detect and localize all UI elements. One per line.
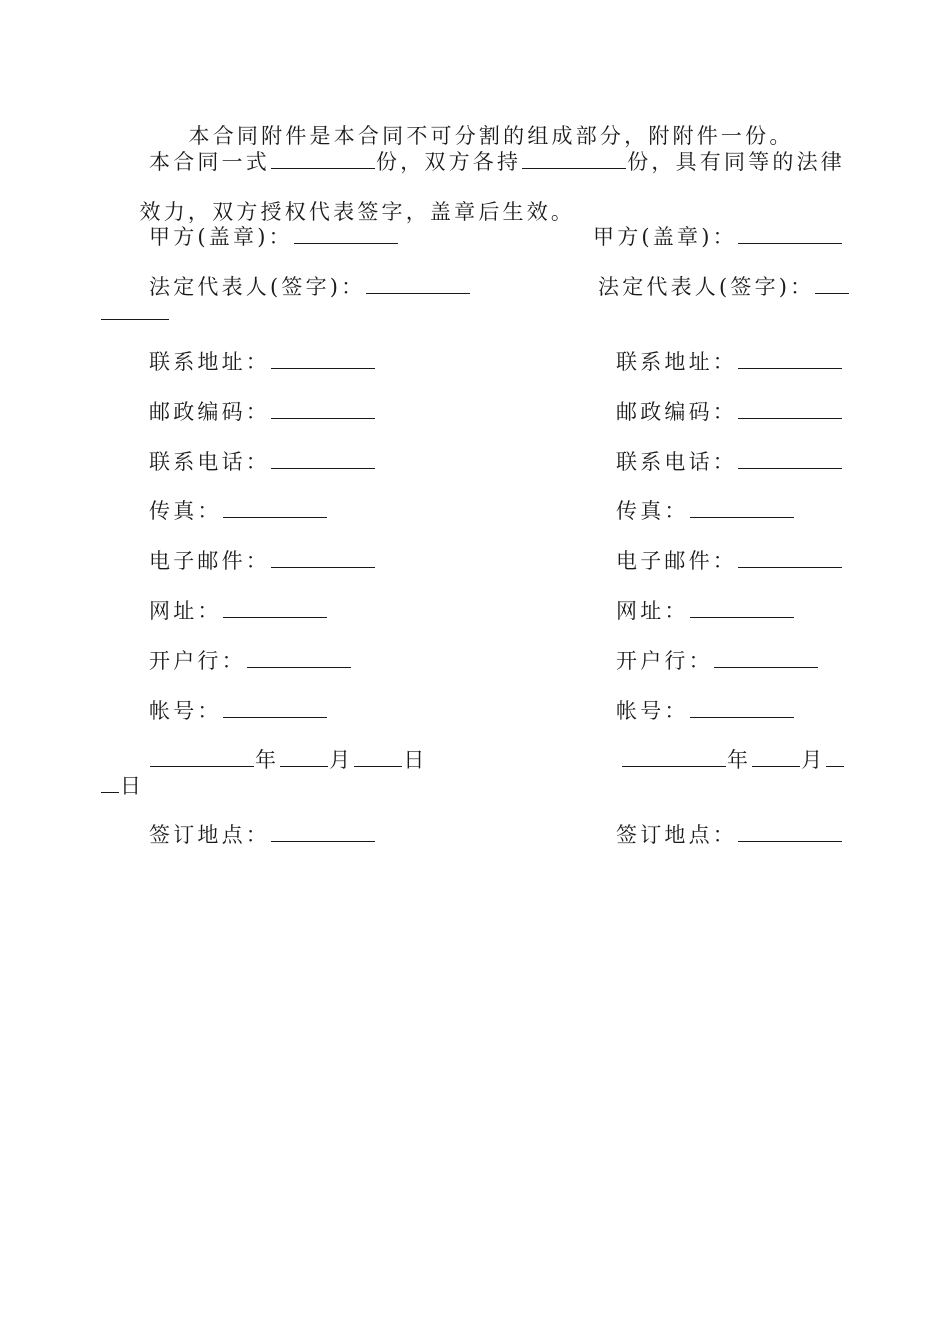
left-account-row — [149, 699, 328, 723]
right-bank-blank[interactable] — [714, 649, 818, 668]
left-account-label: 帐号： — [149, 699, 222, 723]
right-phone-label: 联系电话： — [616, 450, 737, 474]
right-day-blank-b[interactable] — [101, 774, 119, 793]
right-legal-rep-row — [598, 275, 850, 299]
left-bank-label: 开户行： — [149, 649, 246, 673]
right-website-label: 网址： — [616, 599, 689, 623]
left-address-label: 联系地址： — [149, 350, 270, 374]
left-email-label: 电子邮件： — [149, 549, 270, 573]
right-website-row — [616, 599, 795, 623]
right-year-label: 年 — [727, 748, 752, 772]
right-website-blank[interactable] — [690, 599, 794, 618]
right-account-blank[interactable] — [690, 699, 794, 718]
left-fax-blank[interactable] — [223, 499, 327, 518]
right-phone-row — [616, 450, 843, 474]
copies-text-2: 份，双方各持 — [376, 150, 522, 174]
left-sign-place-blank[interactable] — [271, 823, 375, 842]
left-fax-row — [149, 499, 328, 523]
copies-text-1: 本合同一式 — [149, 150, 270, 174]
left-seal-blank[interactable] — [294, 225, 398, 244]
left-sign-place-label: 签订地点： — [149, 823, 270, 847]
left-seal-row — [149, 225, 399, 249]
right-sign-place-blank[interactable] — [738, 823, 842, 842]
copies-text-4: 效力，双方授权代表签字，盖章后生效。 — [139, 200, 576, 224]
left-phone-blank[interactable] — [271, 450, 375, 469]
right-legal-rep-continuation — [100, 301, 170, 325]
right-postcode-label: 邮政编码： — [616, 400, 737, 424]
left-legal-rep-row — [149, 275, 471, 299]
left-fax-label: 传真： — [149, 499, 222, 523]
right-legal-rep-label: 法定代表人(签字)： — [598, 275, 815, 299]
right-account-label: 帐号： — [616, 699, 689, 723]
right-date-row — [621, 748, 845, 772]
right-postcode-blank[interactable] — [738, 400, 842, 419]
left-day-blank[interactable] — [354, 748, 402, 767]
left-postcode-row — [149, 400, 376, 424]
right-bank-label: 开户行： — [616, 649, 713, 673]
left-bank-row — [149, 649, 352, 673]
left-phone-row — [149, 450, 376, 474]
copies-count-blank[interactable] — [271, 150, 375, 169]
right-address-row — [616, 350, 843, 374]
right-day-blank-a[interactable] — [826, 748, 844, 767]
right-month-blank[interactable] — [752, 748, 800, 767]
left-address-blank[interactable] — [271, 350, 375, 369]
left-postcode-blank[interactable] — [271, 400, 375, 419]
right-seal-row — [593, 225, 843, 249]
right-month-label: 月 — [801, 748, 826, 772]
left-year-blank[interactable] — [150, 748, 254, 767]
right-sign-place-label: 签订地点： — [616, 823, 737, 847]
right-fax-row — [616, 499, 795, 523]
left-legal-rep-blank[interactable] — [366, 275, 470, 294]
left-phone-label: 联系电话： — [149, 450, 270, 474]
left-postcode-label: 邮政编码： — [149, 400, 270, 424]
right-seal-blank[interactable] — [738, 225, 842, 244]
left-sign-place-row — [149, 823, 376, 847]
each-holds-blank[interactable] — [522, 150, 626, 169]
right-address-blank[interactable] — [738, 350, 842, 369]
right-legal-rep-blank-b[interactable] — [101, 301, 169, 320]
right-bank-row — [616, 649, 819, 673]
right-day-label: 日 — [120, 774, 145, 798]
right-account-row — [616, 699, 795, 723]
right-postcode-row — [616, 400, 843, 424]
left-account-blank[interactable] — [223, 699, 327, 718]
left-month-blank[interactable] — [280, 748, 328, 767]
right-email-label: 电子邮件： — [616, 549, 737, 573]
right-fax-label: 传真： — [616, 499, 689, 523]
copies-text-3: 份，具有同等的法律 — [627, 150, 846, 174]
left-bank-blank[interactable] — [247, 649, 351, 668]
left-website-label: 网址： — [149, 599, 222, 623]
left-email-blank[interactable] — [271, 549, 375, 568]
left-month-label: 月 — [329, 748, 354, 772]
right-seal-label: 甲方(盖章)： — [593, 225, 737, 249]
attachment-text: 本合同附件是本合同不可分割的组成部分，附附件一份。 — [188, 124, 794, 148]
right-date-continuation — [100, 774, 144, 798]
right-fax-blank[interactable] — [690, 499, 794, 518]
left-email-row — [149, 549, 376, 573]
right-sign-place-row — [616, 823, 843, 847]
left-website-blank[interactable] — [223, 599, 327, 618]
left-year-label: 年 — [255, 748, 280, 772]
right-email-row — [616, 549, 843, 573]
right-email-blank[interactable] — [738, 549, 842, 568]
left-seal-label: 甲方(盖章)： — [149, 225, 293, 249]
left-day-label: 日 — [403, 748, 428, 772]
left-legal-rep-label: 法定代表人(签字)： — [149, 275, 366, 299]
right-phone-blank[interactable] — [738, 450, 842, 469]
copies-paragraph-line1 — [149, 150, 845, 174]
right-address-label: 联系地址： — [616, 350, 737, 374]
right-legal-rep-blank-a[interactable] — [815, 275, 849, 294]
left-website-row — [149, 599, 328, 623]
left-address-row — [149, 350, 376, 374]
right-year-blank[interactable] — [622, 748, 726, 767]
left-date-row — [149, 748, 428, 772]
